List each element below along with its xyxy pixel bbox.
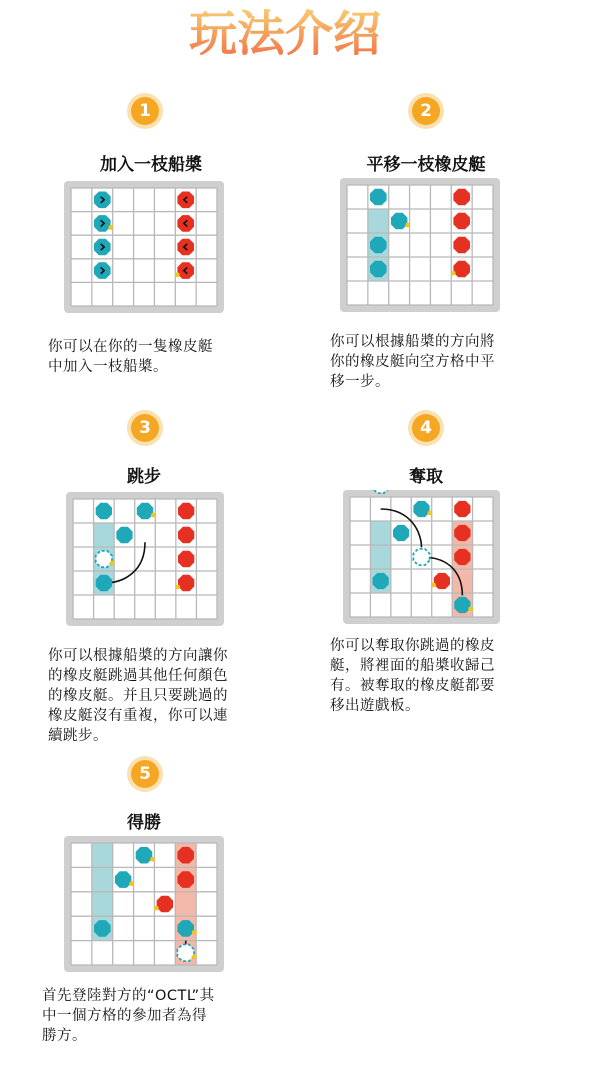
step-3-badge: 3: [131, 414, 159, 442]
ghost-boat-icon: [373, 490, 389, 493]
paddle-icon: [154, 906, 159, 911]
step-1-description: [48, 337, 213, 377]
red-boat-icon: [454, 549, 470, 565]
page-title-text: 玩法介绍: [188, 6, 382, 62]
step-2-line: 你可以根據船槳的方向將: [330, 334, 495, 350]
step-3-line: 續跳步。: [48, 728, 108, 744]
red-boat-icon: [177, 239, 194, 256]
step-3-board: [66, 492, 224, 626]
step-3-title: 跳步: [127, 467, 161, 487]
step-1-line: 你可以在你的一隻橡皮艇: [48, 339, 213, 355]
step-5-badge: 5: [131, 760, 159, 788]
red-boat-icon: [178, 551, 194, 567]
step-1-badge: 1: [131, 97, 159, 125]
step-1-board: [64, 181, 224, 313]
blue-boat-icon: [96, 503, 112, 519]
red-boat-icon: [453, 189, 470, 206]
blue-boat-icon: [94, 192, 111, 209]
red-boat-icon: [454, 501, 470, 517]
paddle-icon: [451, 271, 456, 276]
blue-boat-icon: [94, 920, 111, 937]
paddle-icon: [150, 857, 155, 862]
ghost-boat-icon: [413, 549, 429, 565]
red-boat-icon: [178, 527, 194, 543]
step-4-description: [330, 636, 495, 716]
step-1-line: 中加入一枝船槳。: [48, 359, 168, 375]
blue-boat-icon: [94, 239, 111, 256]
board-graphic: [64, 181, 224, 313]
blue-boat-icon: [370, 261, 387, 278]
step-3-line: 的橡皮艇。并且只要跳過的: [48, 688, 228, 704]
board-graphic: [340, 178, 500, 312]
board-graphic: [66, 492, 224, 626]
paddle-icon: [108, 225, 113, 230]
step-5-title: 得勝: [127, 813, 161, 833]
blue-boat-icon: [370, 237, 387, 254]
step-2-board: [340, 178, 500, 312]
paddle-icon: [468, 607, 473, 612]
board-graphic: [343, 490, 500, 624]
step-4-line: 艇，將裡面的船槳收歸己: [330, 658, 495, 674]
step-1-title: 加入一枝船槳: [100, 155, 202, 175]
step-4-badge: 4: [412, 414, 440, 442]
blue-boat-icon: [116, 527, 132, 543]
step-2-description: [330, 332, 495, 392]
red-boat-icon: [177, 871, 194, 888]
red-boat-icon: [454, 525, 470, 541]
paddle-icon: [129, 881, 134, 886]
step-4-board: [343, 490, 500, 624]
page-title: [0, 2, 600, 62]
step-3-description: [48, 646, 228, 746]
step-2-line: 你的橡皮艇向空方格中平: [330, 354, 495, 370]
red-boat-icon: [178, 503, 194, 519]
paddle-icon: [151, 513, 156, 518]
step-4-line: 移出遊戲板。: [330, 698, 420, 714]
step-5-board: [64, 836, 224, 972]
blue-boat-icon: [393, 525, 409, 541]
step-3-line: 橡皮艇沒有重複，你可以連: [48, 708, 228, 724]
step-2-badge: 2: [412, 97, 440, 125]
step-3-line: 你可以根據船槳的方向讓你: [48, 648, 228, 664]
step-4-title: 奪取: [409, 467, 443, 487]
blue-boat-icon: [94, 262, 111, 279]
paddle-icon: [175, 272, 180, 277]
blue-boat-icon: [373, 573, 389, 589]
board-graphic: [64, 836, 224, 972]
step-3-line: 的橡皮艇跳過其他任何顏色: [48, 668, 228, 684]
paddle-icon: [110, 561, 115, 566]
paddle-icon: [192, 930, 197, 935]
red-boat-icon: [453, 213, 470, 230]
step-5-line: 勝方。: [42, 1028, 87, 1044]
step-4-line: 你可以奪取你跳過的橡皮: [330, 638, 495, 654]
step-2-line: 移一步。: [330, 374, 390, 390]
step-5-description: [42, 986, 215, 1046]
red-boat-icon: [177, 192, 194, 209]
blue-boat-icon: [96, 575, 112, 591]
paddle-icon: [405, 223, 410, 228]
paddle-icon: [427, 511, 432, 516]
paddle-icon: [431, 583, 436, 588]
paddle-icon: [175, 585, 180, 590]
paddle-icon: [192, 954, 197, 959]
red-boat-icon: [177, 847, 194, 864]
red-boat-icon: [177, 215, 194, 232]
blue-boat-icon: [370, 189, 387, 206]
step-5-line: 中一個方格的參加者為得: [42, 1008, 207, 1024]
red-boat-icon: [453, 237, 470, 254]
step-4-line: 有。被奪取的橡皮艇都要: [330, 678, 495, 694]
step-2-title: 平移一枝橡皮艇: [366, 155, 486, 175]
step-5-line: 首先登陸對方的“OCTL”其: [42, 988, 215, 1004]
